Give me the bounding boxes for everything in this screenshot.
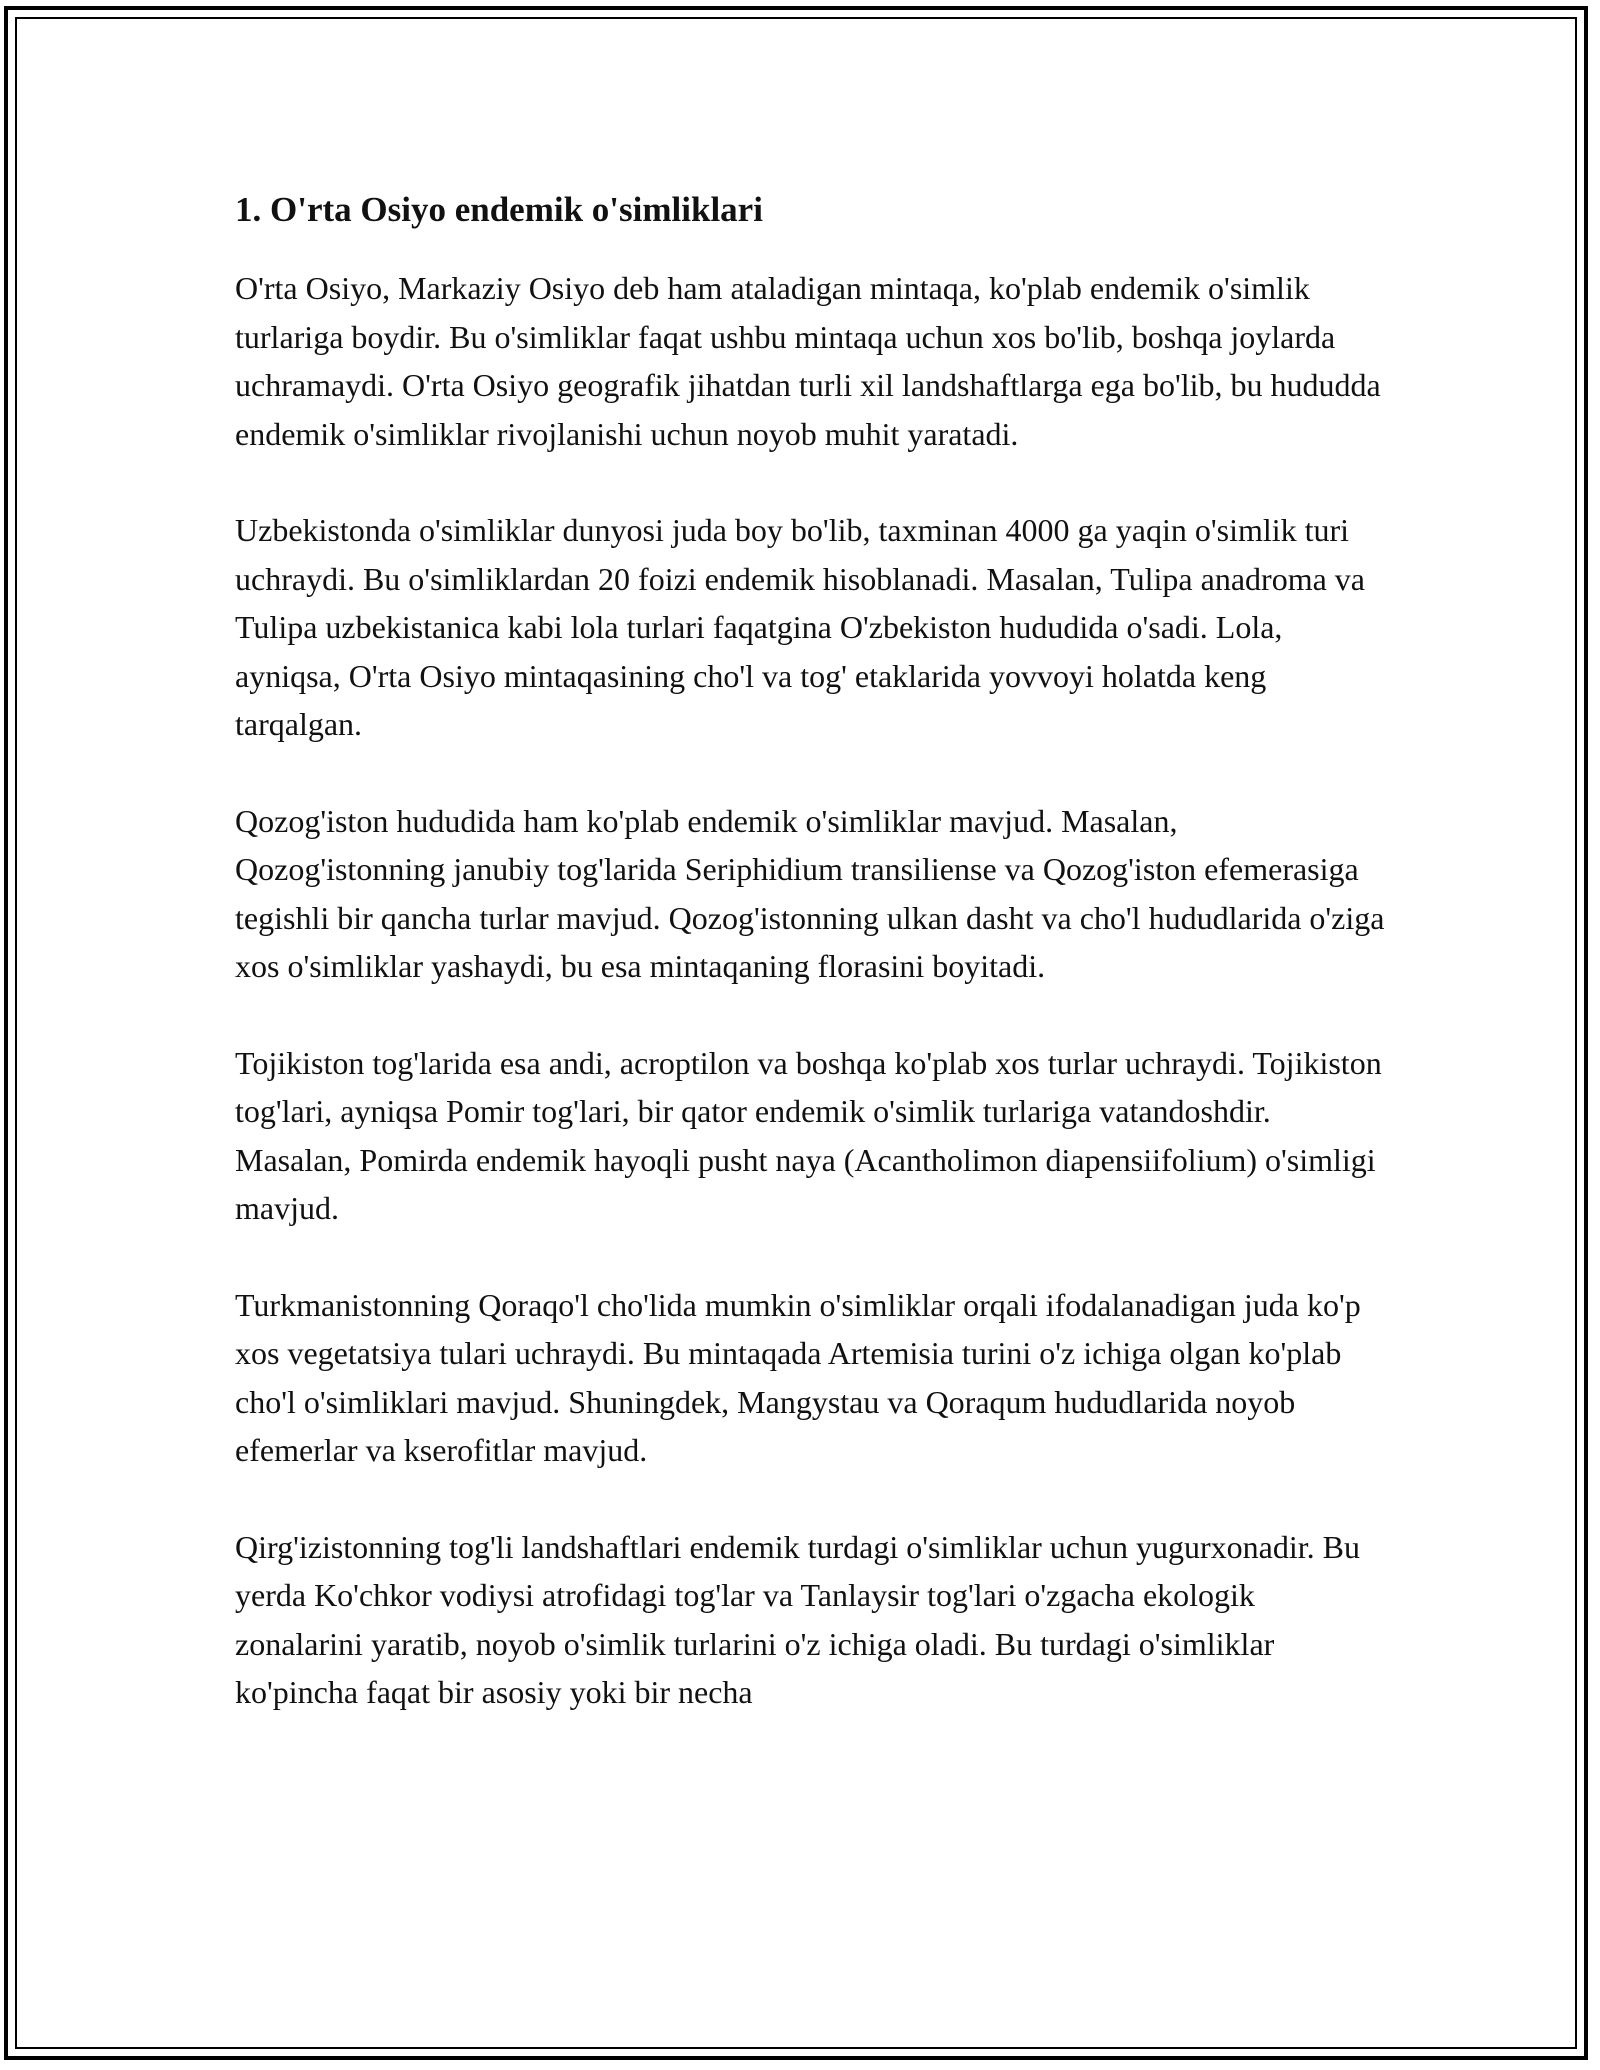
paragraph-turkmenistan: Turkmanistonning Qoraqo'l cho'lida mumkin o'simliklar orqali ifodalanadigan juda ko'p xos vegetatsiya tulari uchraydi. Bu mintaqada Artemisia turini o'z ichiga olgan ko'plab cho'l o'simliklari mavjud. Shuningdek, Mangystau va Qoraqum hududlarida noyob efemerlar va kserofitlar mavjud. (235, 1286, 1361, 1468)
paragraph-tajikistan: Tojikiston tog'larida esa andi, acroptilon va boshqa ko'plab xos turlar uchraydi. Tojikiston tog'lari, ayniqsa Pomir tog'lari, bir qator endemik o'simlik turlariga vatandoshdir. Masalan, Pomirda endemik hayoqli pusht naya (Acantholimon diapensiifolium) o'simligi mavjud. (235, 1044, 1382, 1226)
paragraph-kazakhstan: Qozog'iston hududida ham ko'plab endemik o'simliklar mavjud. Masalan, Qozog'istonning janubiy tog'larida Seriphidium transiliense va Qozog'iston efemerasiga tegishli bir qancha turlar mavjud. Qozog'istonning ulkan dasht va cho'l hududlarida o'ziga xos o'simliklar yashaydi, bu esa mintaqaning florasini boyitadi. (235, 802, 1385, 984)
section-heading: 1. O'rta Osiyo endemik o'simliklari (235, 190, 763, 229)
paragraph-uzbekistan: Uzbekistonda o'simliklar dunyosi juda boy bo'lib, taxminan 4000 ga yaqin o'simlik turi uchraydi. Bu o'simliklardan 20 foizi endemik hisoblanadi. Masalan, Tulipa anadroma va Tulipa uzbekistanica kabi lola turlari faqatgina O'zbekiston hududida o'sadi. Lola, ayniqsa, O'rta Osiyo mintaqasining cho'l va tog' etaklarida yovvoyi holatda keng tarqalgan. (235, 512, 1365, 742)
paragraph-intro: O'rta Osiyo, Markaziy Osiyo deb ham ataladigan mintaqa, ko'plab endemik o'simlik turlariga boydir. Bu o'simliklar faqat ushbu mintaqa uchun xos bo'lib, boshqa joylarda uchramaydi. O'rta Osiyo geografik jihatdan turli xil landshaftlarga ega bo'lib, bu hududda endemik o'simliklar rivojlanishi uchun noyob muhit yaratadi. (235, 270, 1381, 452)
paragraph-kyrgyzstan: Qirg'izistonning tog'li landshaftlari endemik turdagi o'simliklar uchun yugurxonadir. Bu yerda Ko'chkor vodiysi atrofidagi tog'lar va Tanlaysir tog'lari o'zgacha ekologik zonalarini yaratib, noyob o'simlik turlarini o'z ichiga oladi. Bu turdagi o'simliklar ko'pincha faqat bir asosiy yoki bir necha (235, 1528, 1360, 1710)
document-body (235, 188, 1385, 1765)
